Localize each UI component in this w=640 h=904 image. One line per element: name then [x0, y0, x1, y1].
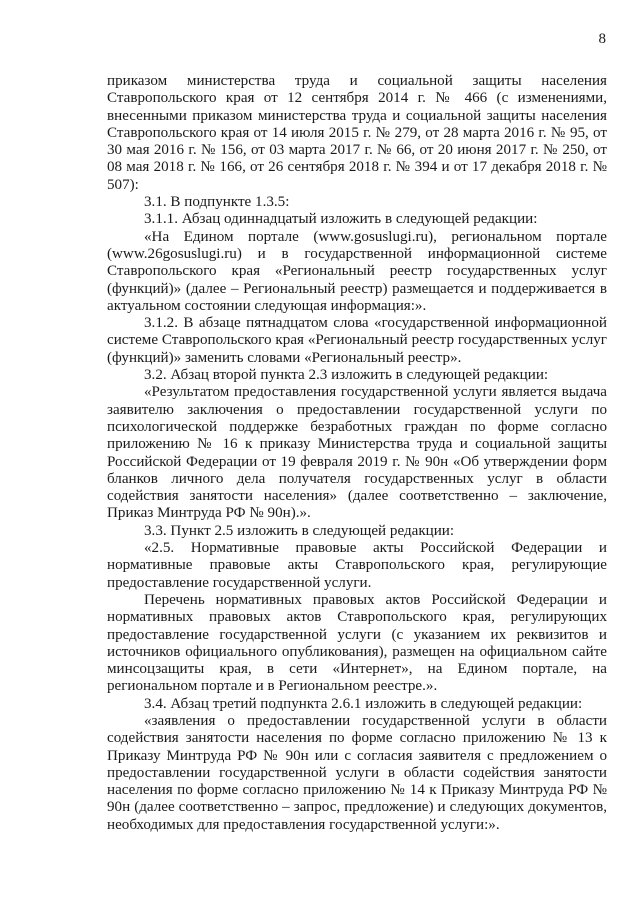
document-body: [107, 73, 607, 834]
paragraph-quote-2-5: «2.5. Нормативные правовые акты Российской Федерации и нормативные правовые акты Ставропольского края, регулирующие предоставление государственной услуги.: [107, 540, 607, 591]
paragraph-item-3-4: 3.4. Абзац третий подпункта 2.6.1 изложить в следующей редакции:: [144, 695, 583, 712]
paragraph-item-3-1-1: 3.1.1. Абзац одиннадцатый изложить в следующей редакции:: [144, 211, 538, 228]
paragraph-item-3-1: 3.1. В подпункте 1.3.5:: [144, 194, 290, 211]
paragraph-quote-application: «заявления о предоставлении государственной услуги в области содействия занятости населения по форме согласно приложению № 13 к Приказу Минтруда РФ № 90н или с согласия заявителя с предложением о предоставлении государственной услуги в области содействия занятости населения по форме согласно приложению № 14 к Приказу Минтруда РФ № 90н (далее соответственно – запрос, предложение) и следующих документов, необходимых для предоставления государственной услуги:».: [107, 712, 607, 833]
paragraph-continuation: приказом министерства труда и социальной защиты населения Ставропольского края от 12 сентября 2014 г. № 466 (с изменениями, внесенными приказом министерства труда и социальной защиты населения Ставропольского края от 14 июля 2015 г. № 279, от 28 марта 2016 г. № 95, от 30 мая 2016 г. № 156, от 03 марта 2017 г. № 66, от 20 июня 2017 г. № 250, от 08 мая 2018 г. № 166, от 26 сентября 2018 г. № 394 и от 17 декабря 2018 г. № 507):: [107, 73, 607, 193]
paragraph-quote-result: «Результатом предоставления государственной услуги является выдача заявителю заключения о предоставлении государственной услуги по психологической поддержке безработных граждан по форме согласно приложению № 16 к приказу Министерства труда и социальной защиты Российской Федерации от 19 февраля 2019 г. № 90н «Об утверждении форм бланков личного дела получателя государственных услуг в области содействия занятости населения» (далее соответственно – заключение, Приказ Минтруда РФ № 90н).».: [107, 384, 607, 522]
page-number: 8: [598, 31, 606, 47]
paragraph-item-3-2: 3.2. Абзац второй пункта 2.3 изложить в следующей редакции:: [144, 367, 549, 384]
paragraph-item-3-1-2: 3.1.2. В абзаце пятнадцатом слова «государственной информационной системе Ставропольского края «Региональный реестр государственных услуг (функций)» заменить словами «Региональный реестр».: [107, 315, 607, 366]
paragraph-item-3-3: 3.3. Пункт 2.5 изложить в следующей редакции:: [144, 522, 455, 539]
paragraph-legal-acts-list: Перечень нормативных правовых актов Российской Федерации и нормативных правовых актов Ставропольского края, регулирующих предоставление государственной услуги (с указанием их реквизитов и источников официального опубликования), размещен на официальном сайте минсоцзащиты края, в сети «Интернет», на Едином портале, на региональном портале и в Региональном реестре.».: [107, 591, 607, 695]
paragraph-quote-portal: «На Едином портале (www.gosuslugi.ru), региональном портале (www.26gosuslugi.ru) и в государственной информационной системе Ставропольского края «Региональный реестр государственных услуг (функций)» (далее – Региональный реестр) размещается и поддерживается в актуальном состоянии следующая информация:».: [107, 228, 607, 314]
